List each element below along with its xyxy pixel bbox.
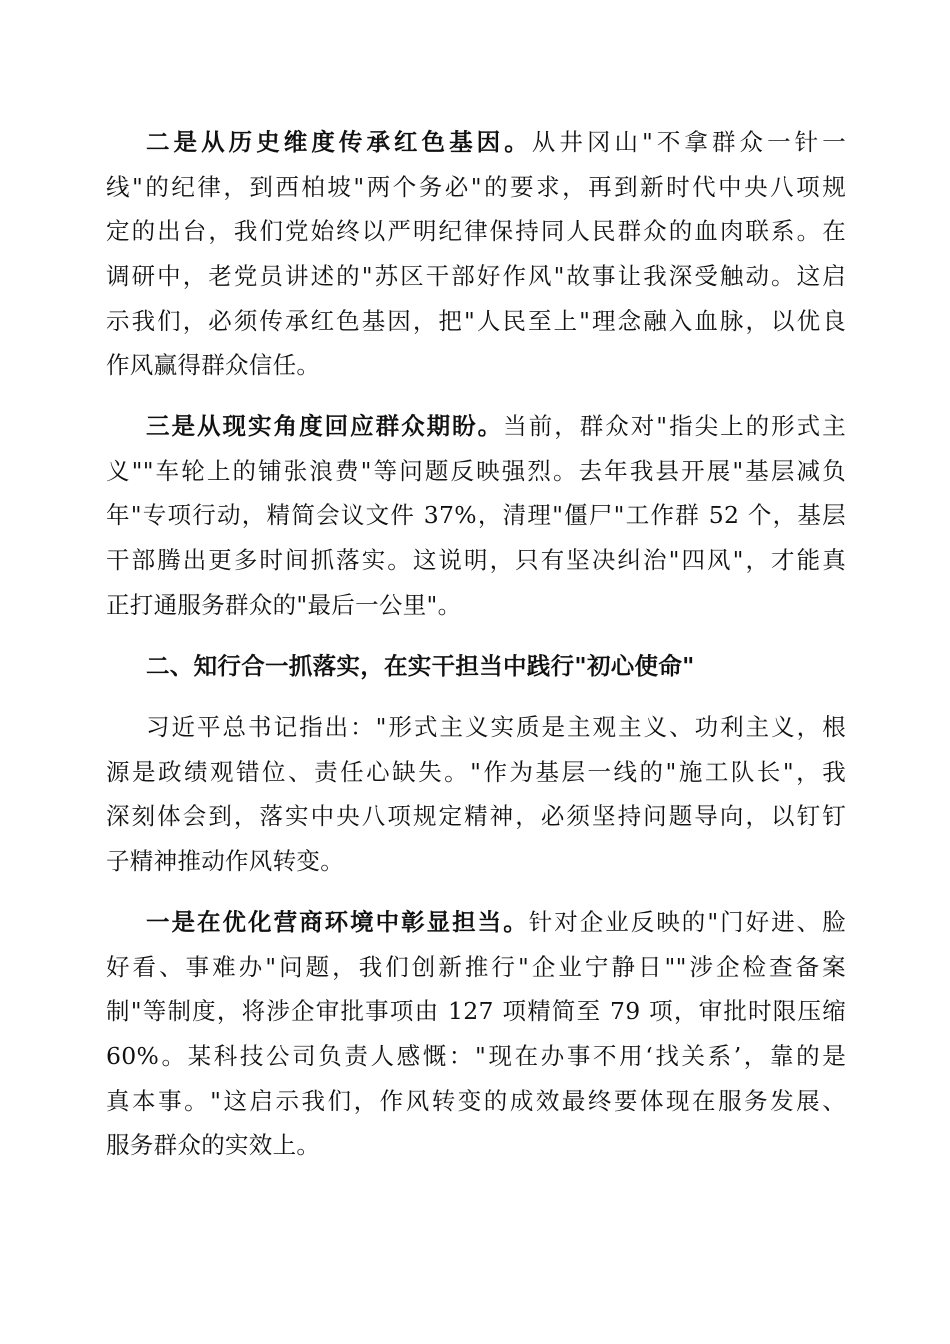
paragraph-line: 正打通服务群众的"最后一公里"。 bbox=[106, 591, 462, 619]
paragraph-line: 源是政绩观错位、责任心缺失。"作为基层一线的"施工队长"，我 bbox=[106, 758, 846, 786]
paragraph-line: 真本事。"这启示我们，作风转变的成效最终要体现在服务发展、 bbox=[106, 1087, 846, 1115]
paragraph-line: 调研中，老党员讲述的"苏区干部好作风"故事让我深受触动。这启 bbox=[106, 262, 846, 290]
paragraph-line: 线"的纪律，到西柏坡"两个务必"的要求，再到新时代中央八项规 bbox=[106, 173, 846, 201]
point-lead: 一是在优化营商环境中彰显担当。 bbox=[146, 908, 529, 936]
paragraph-line: 60%。某科技公司负责人感慨："现在办事不用‘找关系’，靠的是 bbox=[106, 1042, 846, 1070]
paragraph-text: 当前，群众对"指尖上的形式主 bbox=[503, 412, 846, 440]
paragraph-line: 定的出台，我们党始终以严明纪律保持同人民群众的血肉联系。在 bbox=[106, 217, 846, 245]
paragraph-line: 干部腾出更多时间抓落实。这说明，只有坚决纠治"四风"，才能真 bbox=[106, 546, 846, 574]
paragraph-line bbox=[146, 411, 846, 441]
paragraph-line: 子精神推动作风转变。 bbox=[106, 847, 344, 875]
paragraph-line: 习近平总书记指出："形式主义实质是主观主义、功利主义，根 bbox=[146, 713, 846, 741]
paragraph-line bbox=[146, 907, 846, 937]
paragraph-line: 年"专项行动，精简会议文件 37%，清理"僵尸"工作群 52 个，基层 bbox=[106, 501, 846, 529]
section-heading: 二、知行合一抓落实，在实干担当中践行"初心使命" bbox=[146, 652, 695, 680]
paragraph-line bbox=[146, 127, 846, 157]
paragraph-line: 示我们，必须传承红色基因，把"人民至上"理念融入血脉，以优良 bbox=[106, 307, 846, 335]
paragraph-line: 作风赢得群众信任。 bbox=[106, 351, 321, 379]
point-lead: 三是从现实角度回应群众期盼。 bbox=[146, 412, 504, 440]
paragraph-line: 义""车轮上的铺张浪费"等问题反映强烈。去年我县开展"基层减负 bbox=[106, 457, 846, 485]
paragraph-line: 服务群众的实效上。 bbox=[106, 1131, 321, 1159]
paragraph-text: 从井冈山"不拿群众一针一 bbox=[531, 128, 846, 156]
paragraph-text: 针对企业反映的"门好进、脸 bbox=[528, 908, 846, 936]
paragraph-line: 好看、事难办"问题，我们创新推行"企业宁静日""涉企检查备案 bbox=[106, 953, 846, 981]
paragraph-line: 深刻体会到，落实中央八项规定精神，必须坚持问题导向，以钉钉 bbox=[106, 802, 846, 830]
paragraph-line: 制"等制度，将涉企审批事项由 127 项精简至 79 项，审批时限压缩 bbox=[106, 997, 846, 1025]
point-lead: 二是从历史维度传承红色基因。 bbox=[146, 128, 532, 156]
